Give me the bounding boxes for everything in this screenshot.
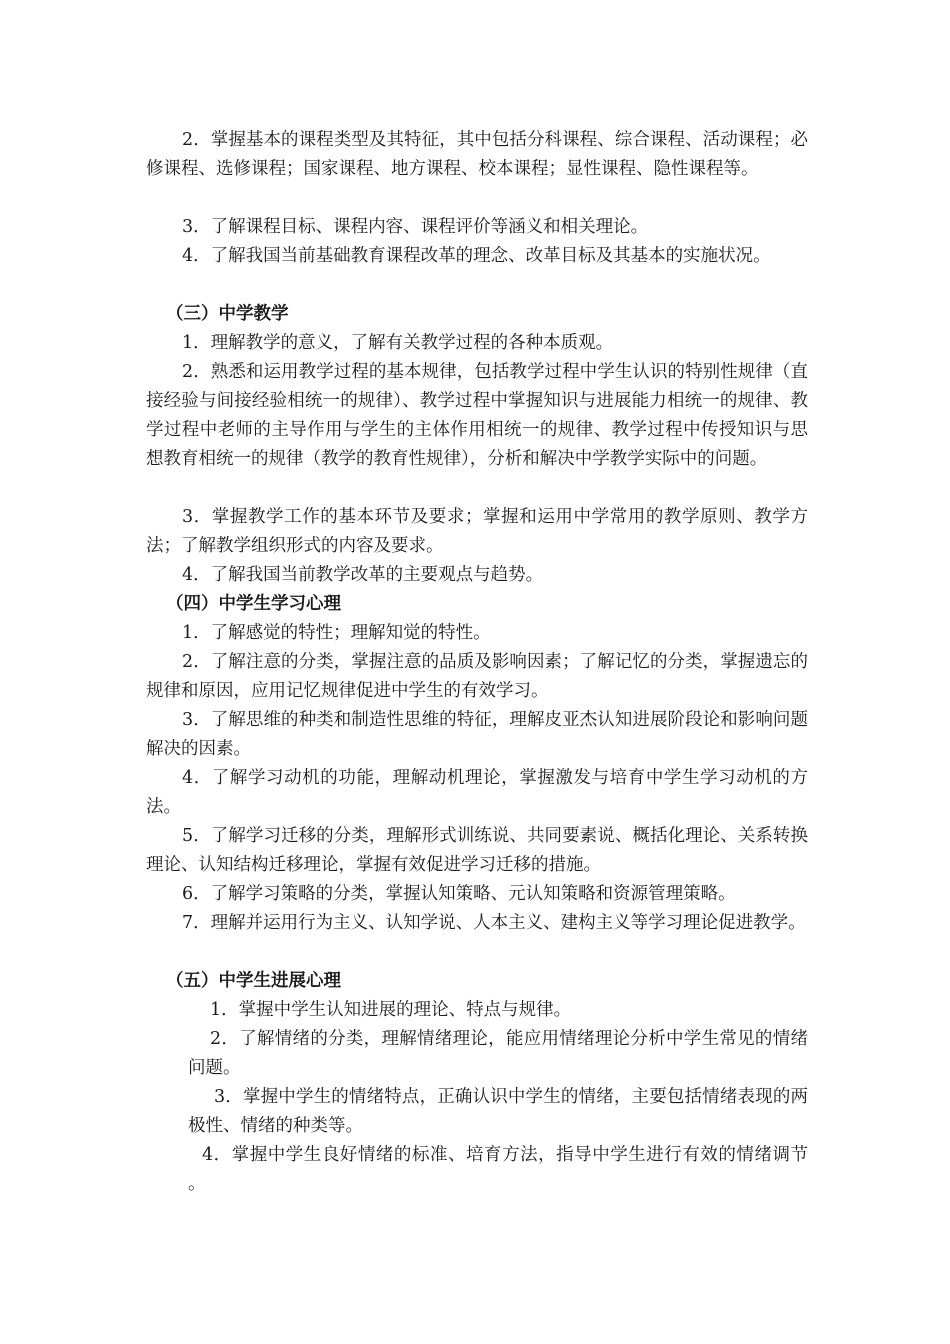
paragraph-transfer: 5．了解学习迁移的分类，理解形式训练说、共同要素说、概括化理论、关系转换理论、认知结构迁移理论，掌握有效促进学习迁移的措施。 — [146, 826, 808, 875]
paragraph-course-goals: 3．了解课程目标、课程内容、课程评价等涵义和相关理论。 — [182, 217, 649, 237]
paragraph-thinking: 3．了解思维的种类和制造性思维的特征，理解皮亚杰认知进展阶段论和影响问题解决的因素。 — [146, 710, 808, 759]
paragraph-teaching-reform: 4．了解我国当前教学改革的主要观点与趋势。 — [182, 565, 544, 585]
section-heading-learning-psychology: （四）中学生学习心理 — [166, 594, 341, 614]
paragraph-strategies: 6．了解学习策略的分类，掌握认知策略、元认知策略和资源管理策略。 — [182, 884, 736, 904]
paragraph-learning-theories: 7．理解并运用行为主义、认知学说、人本主义、建构主义等学习理论促进教学。 — [182, 913, 806, 933]
paragraph-teaching-laws: 2．熟悉和运用教学过程的基本规律，包括教学过程中学生认识的特别性规律（直接经验与间接经验相统一的规律）、教学过程中掌握知识与进展能力相统一的规律、教学过程中老师的主导作用与学生的主体作用相统一的规律、教学过程中传授知识与思想教育相统一的规律（教学的教育性规律），分析和解决中学教学实际中的问题。 — [146, 362, 808, 469]
paragraph-cognitive-development: 1．掌握中学生认知进展的理论、特点与规律。 — [210, 1000, 572, 1020]
paragraph-perception: 1．了解感觉的特性；理解知觉的特性。 — [182, 623, 491, 643]
paragraph-curriculum-reform: 4．了解我国当前基础教育课程改革的理念、改革目标及其基本的实施状况。 — [182, 246, 771, 266]
paragraph-motivation: 4．了解学习动机的功能，理解动机理论，掌握激发与培育中学生学习动机的方法。 — [146, 768, 808, 817]
section-heading-teaching: （三）中学教学 — [166, 304, 289, 324]
paragraph-emotion-features: 3．掌握中学生的情绪特点，正确认识中学生的情绪，主要包括情绪表现的两极性、情绪的种类等。 — [188, 1087, 808, 1136]
paragraph-course-types: 2．掌握基本的课程类型及其特征，其中包括分科课程、综合课程、活动课程；必修课程、选修课程；国家课程、地方课程、校本课程；显性课程、隐性课程等。 — [146, 130, 808, 179]
paragraph-emotion-regulation: 4．掌握中学生良好情绪的标准、培育方法，指导中学生进行有效的情绪调节 。 — [188, 1145, 808, 1194]
paragraph-teaching-meaning: 1．理解教学的意义，了解有关教学过程的各种本质观。 — [182, 333, 614, 353]
section-heading-development-psychology: （五）中学生进展心理 — [166, 971, 341, 991]
paragraph-teaching-work: 3．掌握教学工作的基本环节及要求；掌握和运用中学常用的教学原则、教学方法；了解教学组织形式的内容及要求。 — [146, 507, 808, 556]
paragraph-emotion-classification: 2．了解情绪的分类，理解情绪理论，能应用情绪理论分析中学生常见的情绪问题。 — [188, 1029, 808, 1078]
paragraph-attention-memory: 2．了解注意的分类，掌握注意的品质及影响因素；了解记忆的分类，掌握遗忘的规律和原因，应用记忆规律促进中学生的有效学习。 — [146, 652, 808, 701]
